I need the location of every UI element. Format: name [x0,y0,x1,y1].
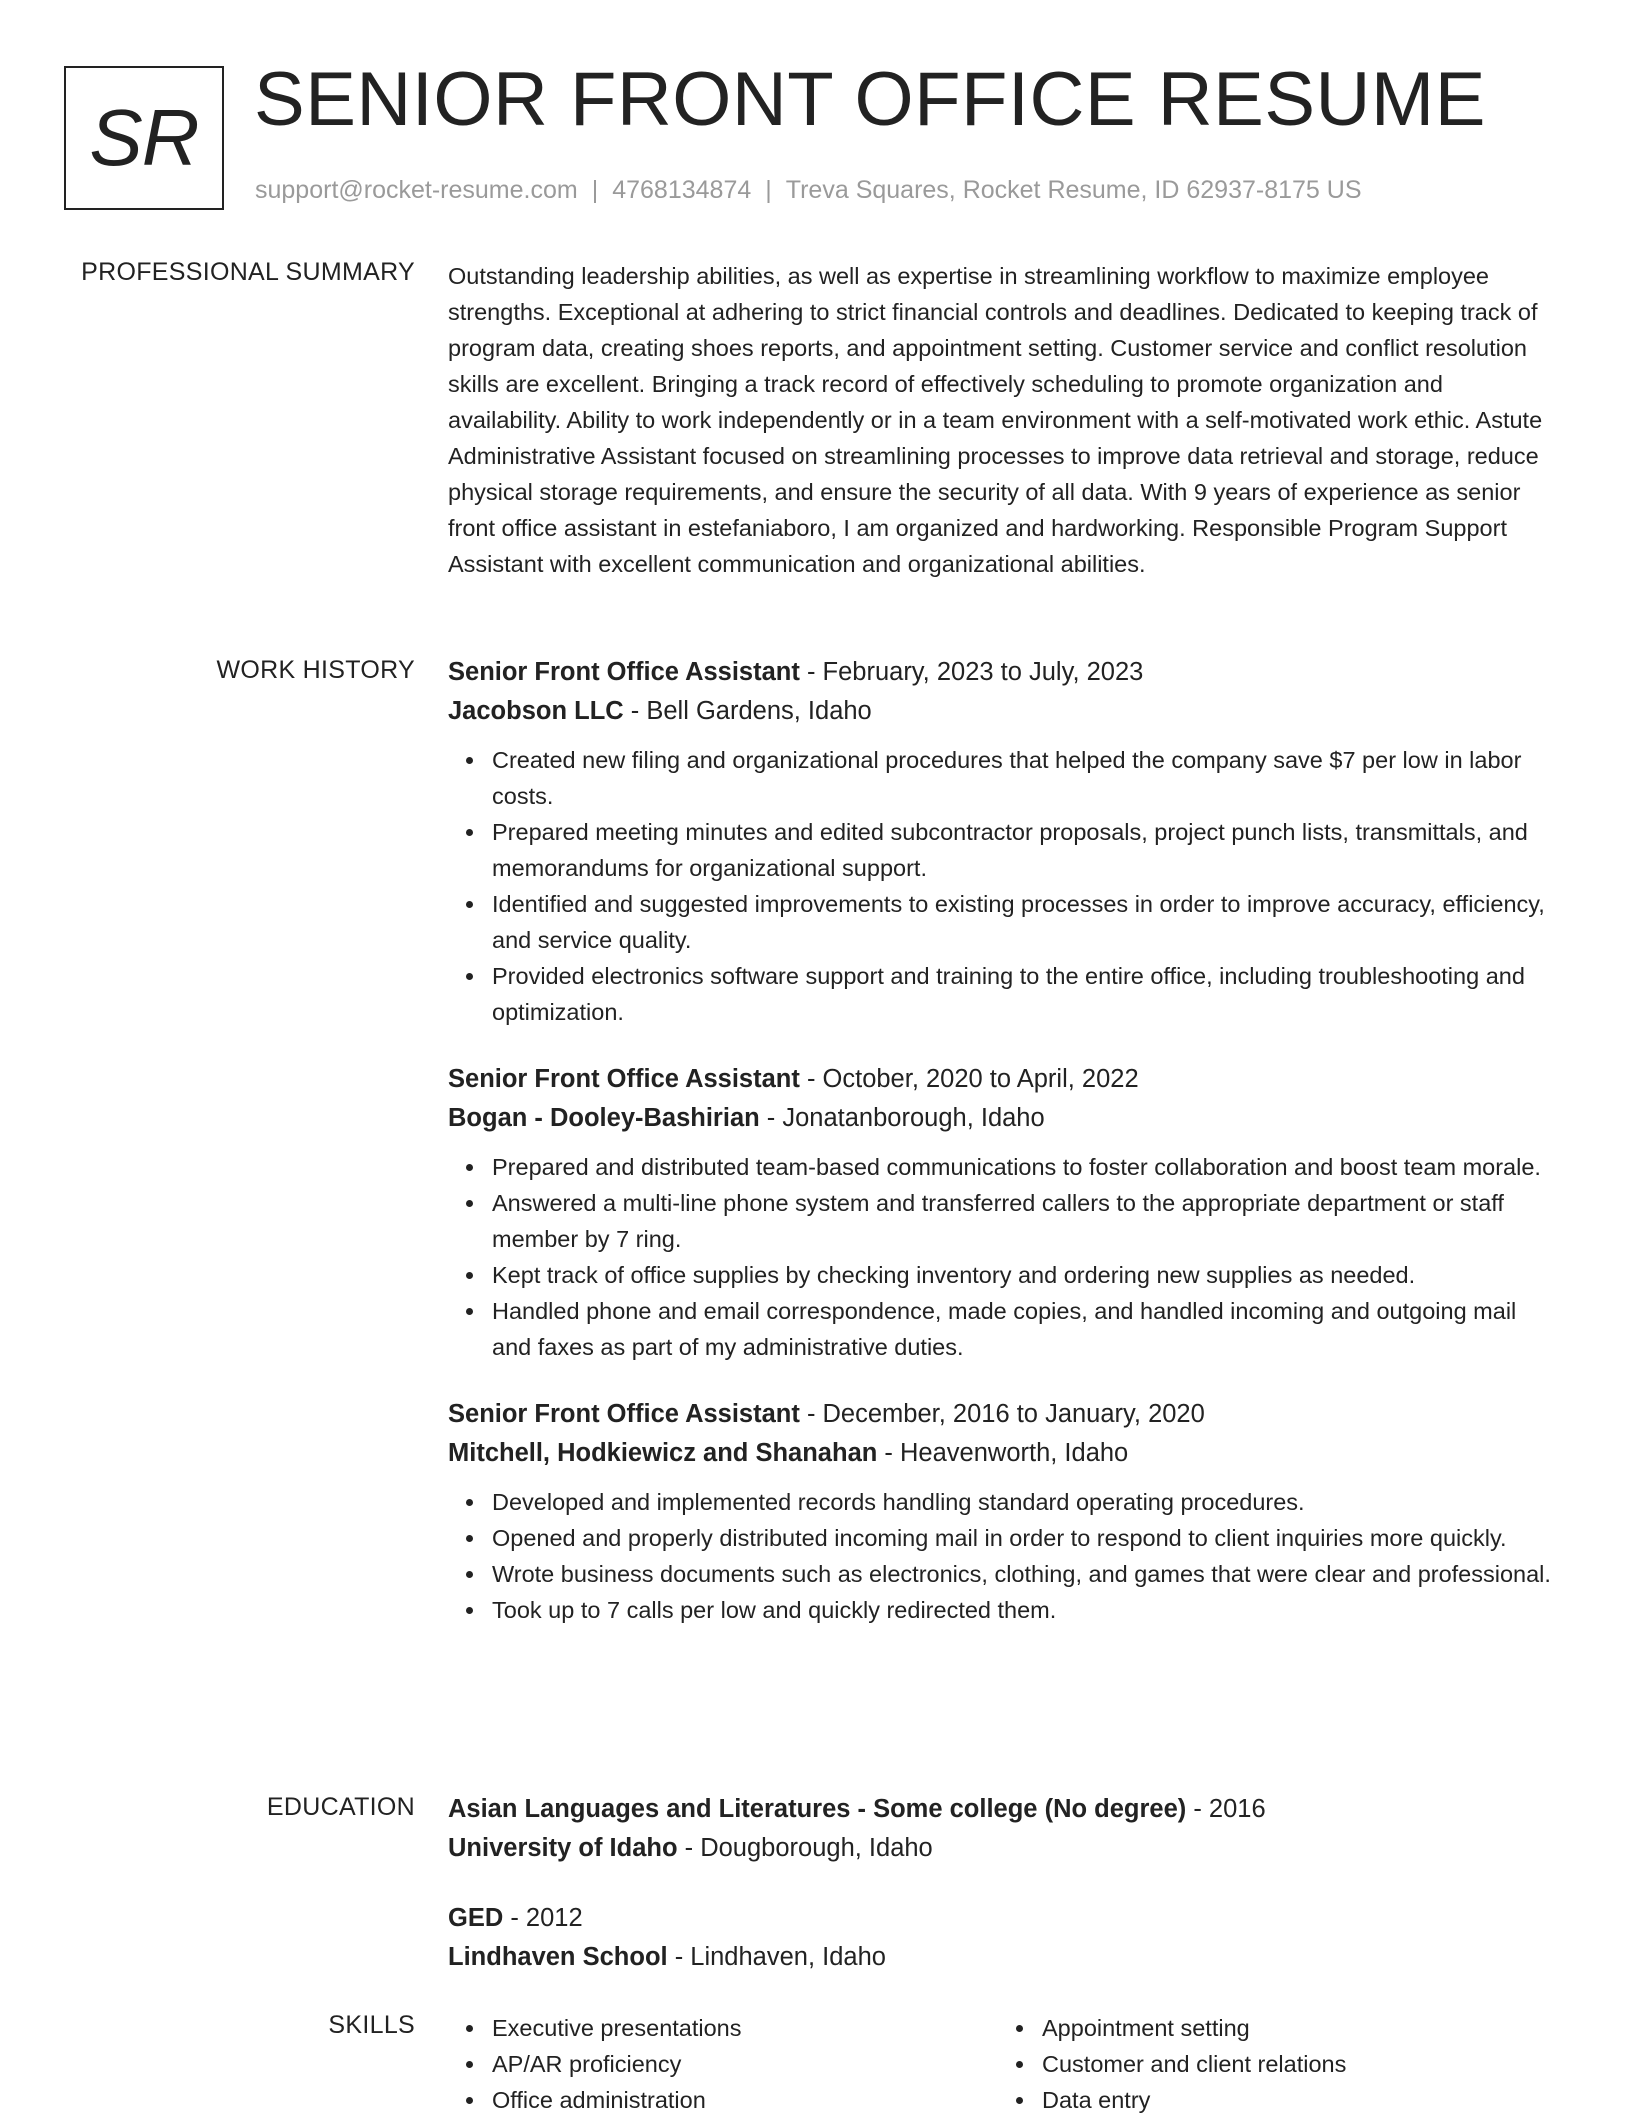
education-degree-line [448,1790,1560,1829]
job-duty-item: Handled phone and email correspondence, made copies, and handled incoming and outgoing mail and faxes as part of my administrative duties. [492,1293,1560,1365]
contact-phone[interactable]: 4768134874 [612,176,752,204]
summary-body [448,258,1560,582]
job-dates: - December, 2016 to January, 2020 [799,1400,1205,1428]
job-title: Senior Front Office Assistant [448,658,800,686]
job-company-line [448,1099,1560,1138]
skills-columns [448,2010,1560,2118]
job-duty-item: Kept track of office supplies by checking inventory and ordering new supplies as needed. [492,1257,1560,1293]
skills-body [448,2010,1560,2118]
education-school: Lindhaven School [448,1943,668,1971]
education-year: - 2012 [503,1904,583,1932]
job-duty-item: Opened and properly distributed incoming mail in order to respond to client inquiries more quickly. [492,1520,1560,1556]
skill-item: Data entry [1042,2082,1548,2118]
skill-item: Executive presentations [492,2010,998,2046]
job-company: Jacobson LLC [448,697,624,725]
job-duties-list [448,1149,1560,1365]
education-location: - Dougborough, Idaho [677,1834,933,1862]
skill-item: Appointment setting [1042,2010,1548,2046]
job-duty-item: Developed and implemented records handling standard operating procedures. [492,1484,1560,1520]
education-school: University of Idaho [448,1834,678,1862]
job-duties-list [448,1484,1560,1628]
job-duty-item: Identified and suggested improvements to existing processes in order to improve accuracy, efficiency, and service quality. [492,886,1560,958]
job-title-line [448,1060,1560,1099]
job-entry [448,653,1560,1030]
job-company-line [448,692,1560,731]
monogram-badge: SR [64,66,224,210]
skill-item: Customer and client relations [1042,2046,1548,2082]
work-history-body [448,653,1560,1658]
education-body [448,1790,1560,2008]
education-year: - 2016 [1186,1795,1266,1823]
skills-list [998,2010,1548,2118]
resume-header [0,0,1632,230]
job-location: - Bell Gardens, Idaho [623,697,872,725]
job-title-line [448,653,1560,692]
education-degree-line [448,1899,1560,1938]
skills-column-left [448,2010,998,2118]
education-location: - Lindhaven, Idaho [667,1943,886,1971]
education-degree: Asian Languages and Literatures - Some college (No degree) [448,1795,1187,1823]
job-dates: - February, 2023 to July, 2023 [799,658,1144,686]
summary-text: Outstanding leadership abilities, as well as expertise in streamlining workflow to maximize employee strengths. Exceptional at adhering to strict financial controls and deadlines. Dedicated to keeping track of program data, creating shoes reports, and appointment setting. Customer service and conflict resolution skills are excellent. Bringing a track record of effectively scheduling to promote organization and availability. Ability to work independently or in a team environment with a self-motivated work ethic. Astute Administrative Assistant focused on streamlining processes to improve data retrieval and storage, reduce physical storage requirements, and ensure the security of all data. With 9 years of experience as senior front office assistant in estefaniaboro, I am organized and hardworking. Responsible Program Support Assistant with excellent communication and organizational abilities. [448,263,1543,577]
job-duty-item: Created new filing and organizational procedures that helped the company save $7 per low in labor costs. [492,742,1560,814]
contact-separator: | [765,176,772,204]
job-entry [448,1395,1560,1628]
job-company: Bogan - Dooley-Bashirian [448,1104,760,1132]
job-company-line [448,1434,1560,1473]
section-heading-summary: PROFESSIONAL SUMMARY [81,258,415,286]
job-location: - Jonatanborough, Idaho [759,1104,1045,1132]
contact-line [255,176,1362,205]
education-school-line [448,1938,1560,1977]
job-title-line [448,1395,1560,1434]
education-entry [448,1899,1560,1977]
contact-address: Treva Squares, Rocket Resume, ID 62937-8175 US [785,176,1362,204]
skill-item: AP/AR proficiency [492,2046,998,2082]
job-duties-list [448,742,1560,1030]
section-heading-work-history: WORK HISTORY [216,656,415,684]
skills-list [448,2010,998,2118]
education-entry [448,1790,1560,1868]
job-duty-item: Wrote business documents such as electronics, clothing, and games that were clear and professional. [492,1556,1560,1592]
resume-title: SENIOR FRONT OFFICE RESUME [254,57,1486,142]
contact-separator: | [591,176,599,204]
section-heading-education: EDUCATION [266,1793,415,1821]
job-duty-item: Took up to 7 calls per low and quickly redirected them. [492,1592,1560,1628]
job-title: Senior Front Office Assistant [448,1065,800,1093]
job-duty-item: Prepared and distributed team-based communications to foster collaboration and boost team morale. [492,1149,1560,1185]
job-entry [448,1060,1560,1365]
job-company: Mitchell, Hodkiewicz and Shanahan [448,1439,878,1467]
job-duty-item: Provided electronics software support and training to the entire office, including troubleshooting and optimization. [492,958,1560,1030]
job-duty-item: Prepared meeting minutes and edited subcontractor proposals, project punch lists, transmittals, and memorandums for organizational support. [492,814,1560,886]
section-heading-skills: SKILLS [328,2011,415,2039]
education-degree: GED [448,1904,504,1932]
job-duty-item: Answered a multi-line phone system and transferred callers to the appropriate department or staff member by 7 ring. [492,1185,1560,1257]
job-dates: - October, 2020 to April, 2022 [799,1065,1139,1093]
job-location: - Heavenworth, Idaho [877,1439,1129,1467]
skill-item: Office administration [492,2082,998,2118]
contact-email[interactable]: support@rocket-resume.com [255,176,578,204]
education-school-line [448,1829,1560,1868]
skills-column-right [998,2010,1548,2118]
job-title: Senior Front Office Assistant [448,1400,800,1428]
